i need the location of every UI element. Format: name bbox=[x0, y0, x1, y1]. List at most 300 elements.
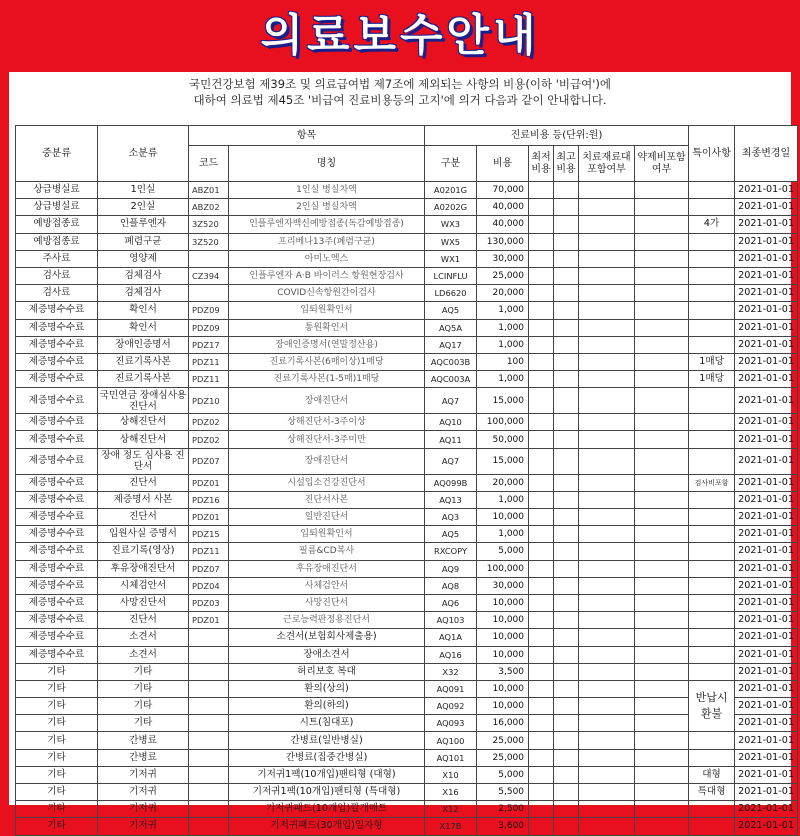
cell-code: PDZ02 bbox=[189, 414, 229, 431]
cell-drug bbox=[635, 319, 689, 336]
cell-material bbox=[579, 371, 635, 388]
cell-major: 제증명수수료 bbox=[16, 474, 98, 491]
cell-gubun: AQ3 bbox=[425, 509, 477, 526]
cell-remark bbox=[689, 414, 735, 431]
cell-updated: 2021-01-01 bbox=[735, 353, 798, 370]
intro-text bbox=[9, 76, 791, 108]
cell-code: PDZ11 bbox=[189, 353, 229, 370]
cell-material bbox=[579, 680, 635, 697]
cell-gubun: AQ5 bbox=[425, 302, 477, 319]
cell-drug bbox=[635, 250, 689, 267]
cell-minor: 간병료 bbox=[98, 749, 189, 766]
table-row bbox=[16, 199, 798, 216]
cell-updated: 2021-01-01 bbox=[735, 431, 798, 448]
cell-gubun: AQ1A bbox=[425, 629, 477, 646]
cell-name: 후유장애진단서 bbox=[229, 560, 425, 577]
cell-material bbox=[579, 698, 635, 715]
header-min-fee: 최저비용 bbox=[529, 146, 554, 182]
cell-material bbox=[579, 594, 635, 611]
page-title: 의료보수안내 bbox=[260, 10, 540, 61]
cell-remark bbox=[689, 233, 735, 250]
cell-code bbox=[189, 629, 229, 646]
cell-remark: 1매당 bbox=[689, 353, 735, 370]
cell-code bbox=[189, 285, 229, 302]
cell-material bbox=[579, 491, 635, 508]
cell-code bbox=[189, 663, 229, 680]
cell-name: 근로능력판정용진단서 bbox=[229, 612, 425, 629]
table-row bbox=[16, 250, 798, 267]
cell-remark bbox=[689, 182, 735, 199]
table-row bbox=[16, 663, 798, 680]
cell-price: 5,000 bbox=[477, 543, 529, 560]
cell-drug bbox=[635, 560, 689, 577]
cell-min-fee bbox=[529, 216, 554, 233]
header-item-group: 항목 bbox=[189, 126, 425, 146]
cell-name: 사망진단서 bbox=[229, 594, 425, 611]
table-row bbox=[16, 766, 798, 783]
cell-code: PDZ01 bbox=[189, 612, 229, 629]
cell-updated: 2021-01-01 bbox=[735, 491, 798, 508]
cell-updated: 2021-01-01 bbox=[735, 448, 798, 474]
cell-major: 제증명수수료 bbox=[16, 509, 98, 526]
cell-max-fee bbox=[554, 474, 579, 491]
cell-price: 2,500 bbox=[477, 801, 529, 818]
cell-major: 제증명수수료 bbox=[16, 629, 98, 646]
cell-minor: 진단서 bbox=[98, 474, 189, 491]
cell-minor: 기저귀 bbox=[98, 766, 189, 783]
cell-min-fee bbox=[529, 543, 554, 560]
table-row bbox=[16, 749, 798, 766]
cell-updated: 2021-01-01 bbox=[735, 577, 798, 594]
cell-minor: 기저귀 bbox=[98, 818, 189, 835]
cell-drug bbox=[635, 388, 689, 414]
cell-drug bbox=[635, 285, 689, 302]
cell-gubun: AQ10 bbox=[425, 414, 477, 431]
cell-price: 15,000 bbox=[477, 448, 529, 474]
table-row bbox=[16, 801, 798, 818]
table-row bbox=[16, 698, 798, 715]
cell-name: 진료기록사본(6매이상)1매당 bbox=[229, 353, 425, 370]
cell-minor: 상해진단서 bbox=[98, 431, 189, 448]
cell-material bbox=[579, 509, 635, 526]
cell-price: 10,000 bbox=[477, 698, 529, 715]
cell-name: 상해진단서-3주이상 bbox=[229, 414, 425, 431]
table-row bbox=[16, 491, 798, 508]
cell-max-fee bbox=[554, 732, 579, 749]
table-body bbox=[16, 182, 798, 836]
cell-drug bbox=[635, 448, 689, 474]
cell-drug bbox=[635, 267, 689, 284]
cell-minor: 기타 bbox=[98, 715, 189, 732]
cell-price: 30,000 bbox=[477, 577, 529, 594]
cell-remark: 1매당 bbox=[689, 371, 735, 388]
table-row bbox=[16, 715, 798, 732]
cell-major: 제증명수수료 bbox=[16, 594, 98, 611]
cell-updated: 2021-01-01 bbox=[735, 784, 798, 801]
cell-remark bbox=[689, 285, 735, 302]
cell-min-fee bbox=[529, 250, 554, 267]
cell-updated: 2021-01-01 bbox=[735, 233, 798, 250]
cell-code: ABZ01 bbox=[189, 182, 229, 199]
table-row bbox=[16, 526, 798, 543]
cell-drug bbox=[635, 414, 689, 431]
cell-min-fee bbox=[529, 698, 554, 715]
cell-name: 기저귀1팩(10개입)팬티형 (특대형) bbox=[229, 784, 425, 801]
cell-material bbox=[579, 612, 635, 629]
cell-max-fee bbox=[554, 594, 579, 611]
cell-gubun: AQ17 bbox=[425, 336, 477, 353]
cell-max-fee bbox=[554, 267, 579, 284]
cell-minor: 기타 bbox=[98, 680, 189, 697]
cell-drug bbox=[635, 663, 689, 680]
cell-max-fee bbox=[554, 526, 579, 543]
cell-gubun: AQC003A bbox=[425, 371, 477, 388]
cell-price: 5,000 bbox=[477, 766, 529, 783]
cell-max-fee bbox=[554, 680, 579, 697]
cell-drug bbox=[635, 543, 689, 560]
cell-drug bbox=[635, 680, 689, 697]
cell-remark bbox=[689, 199, 735, 216]
cell-minor: 영양제 bbox=[98, 250, 189, 267]
cell-price: 50,000 bbox=[477, 431, 529, 448]
cell-major: 제증명수수료 bbox=[16, 577, 98, 594]
cell-updated: 2021-01-01 bbox=[735, 801, 798, 818]
cell-minor: 기저귀 bbox=[98, 784, 189, 801]
cell-updated: 2021-01-01 bbox=[735, 715, 798, 732]
cell-updated: 2021-01-01 bbox=[735, 732, 798, 749]
cell-price: 20,000 bbox=[477, 474, 529, 491]
cell-major: 기타 bbox=[16, 663, 98, 680]
cell-gubun: AQ6 bbox=[425, 594, 477, 611]
cell-price: 1,000 bbox=[477, 319, 529, 336]
cell-minor: 사망진단서 bbox=[98, 594, 189, 611]
cell-code bbox=[189, 680, 229, 697]
cell-minor: 후유장애진단서 bbox=[98, 560, 189, 577]
cell-minor: 기타 bbox=[98, 698, 189, 715]
cell-price: 1,000 bbox=[477, 526, 529, 543]
cell-minor: 기저귀 bbox=[98, 801, 189, 818]
cell-max-fee bbox=[554, 543, 579, 560]
cell-min-fee bbox=[529, 319, 554, 336]
cell-min-fee bbox=[529, 577, 554, 594]
cell-max-fee bbox=[554, 371, 579, 388]
cell-price: 5,500 bbox=[477, 784, 529, 801]
cell-drug bbox=[635, 371, 689, 388]
table-row bbox=[16, 182, 798, 199]
cell-code: CZ394 bbox=[189, 267, 229, 284]
table-row bbox=[16, 577, 798, 594]
cell-max-fee bbox=[554, 285, 579, 302]
cell-gubun: AQC003B bbox=[425, 353, 477, 370]
cell-updated: 2021-01-01 bbox=[735, 749, 798, 766]
cell-minor: 2인실 bbox=[98, 199, 189, 216]
cell-remark bbox=[689, 663, 735, 680]
cell-remark bbox=[689, 448, 735, 474]
cell-material bbox=[579, 353, 635, 370]
cell-min-fee bbox=[529, 491, 554, 508]
cell-material bbox=[579, 749, 635, 766]
cell-min-fee bbox=[529, 715, 554, 732]
cell-name: 상해진단서-3주미만 bbox=[229, 431, 425, 448]
table-row bbox=[16, 336, 798, 353]
cell-minor: 소견서 bbox=[98, 646, 189, 663]
cell-min-fee bbox=[529, 784, 554, 801]
cell-updated: 2021-01-01 bbox=[735, 371, 798, 388]
cell-gubun: AQ5A bbox=[425, 319, 477, 336]
cell-updated: 2021-01-01 bbox=[735, 182, 798, 199]
cell-updated: 2021-01-01 bbox=[735, 560, 798, 577]
cell-min-fee bbox=[529, 594, 554, 611]
cell-major: 제증명수수료 bbox=[16, 526, 98, 543]
cell-gubun: AQ091 bbox=[425, 680, 477, 697]
cell-code bbox=[189, 818, 229, 835]
cell-remark bbox=[689, 818, 735, 835]
cell-material bbox=[579, 784, 635, 801]
cell-name: 일반진단서 bbox=[229, 509, 425, 526]
cell-material bbox=[579, 336, 635, 353]
cell-remark: 대형 bbox=[689, 766, 735, 783]
cell-price: 10,000 bbox=[477, 629, 529, 646]
notice-panel bbox=[9, 72, 794, 832]
cell-updated: 2021-01-01 bbox=[735, 526, 798, 543]
cell-minor: 진료기록사본 bbox=[98, 371, 189, 388]
table-row bbox=[16, 285, 798, 302]
cell-material bbox=[579, 199, 635, 216]
table-row bbox=[16, 233, 798, 250]
cell-gubun: LD6620 bbox=[425, 285, 477, 302]
cell-min-fee bbox=[529, 766, 554, 783]
cell-min-fee bbox=[529, 526, 554, 543]
table-row bbox=[16, 414, 798, 431]
cell-drug bbox=[635, 182, 689, 199]
cell-price: 25,000 bbox=[477, 267, 529, 284]
cell-max-fee bbox=[554, 431, 579, 448]
cell-updated: 2021-01-01 bbox=[735, 302, 798, 319]
cell-price: 16,000 bbox=[477, 715, 529, 732]
cell-code bbox=[189, 715, 229, 732]
cell-material bbox=[579, 431, 635, 448]
header-drug: 약제비포함여부 bbox=[635, 146, 689, 182]
header-fee-group: 진료비용 등(단위:원) bbox=[425, 126, 689, 146]
cell-max-fee bbox=[554, 612, 579, 629]
cell-material bbox=[579, 474, 635, 491]
cell-min-fee bbox=[529, 302, 554, 319]
cell-name: 2인실 병실차액 bbox=[229, 199, 425, 216]
cell-major: 상급병실료 bbox=[16, 182, 98, 199]
cell-remark bbox=[689, 267, 735, 284]
header-updated: 최종변경일 bbox=[735, 126, 798, 182]
fee-table bbox=[15, 125, 798, 836]
cell-minor: 소견서 bbox=[98, 629, 189, 646]
cell-price: 1,000 bbox=[477, 491, 529, 508]
cell-name: 장애진단서 bbox=[229, 388, 425, 414]
cell-max-fee bbox=[554, 749, 579, 766]
cell-minor: 1인실 bbox=[98, 182, 189, 199]
cell-drug bbox=[635, 801, 689, 818]
cell-gubun: AQ16 bbox=[425, 646, 477, 663]
cell-material bbox=[579, 801, 635, 818]
cell-updated: 2021-01-01 bbox=[735, 646, 798, 663]
cell-name: 간병료(집중간병실) bbox=[229, 749, 425, 766]
cell-max-fee bbox=[554, 414, 579, 431]
cell-gubun: X16 bbox=[425, 784, 477, 801]
cell-remark bbox=[689, 319, 735, 336]
cell-name: 소견서(보험회사제출용) bbox=[229, 629, 425, 646]
cell-remark bbox=[689, 732, 735, 749]
cell-max-fee bbox=[554, 319, 579, 336]
cell-remark: 4가 bbox=[689, 216, 735, 233]
cell-major: 제증명수수료 bbox=[16, 319, 98, 336]
cell-max-fee bbox=[554, 216, 579, 233]
cell-remark bbox=[689, 594, 735, 611]
cell-major: 제증명수수료 bbox=[16, 371, 98, 388]
cell-code: PDZ16 bbox=[189, 491, 229, 508]
cell-gubun: LCINFLU bbox=[425, 267, 477, 284]
cell-name: 입퇴원확인서 bbox=[229, 526, 425, 543]
cell-drug bbox=[635, 474, 689, 491]
cell-price: 25,000 bbox=[477, 749, 529, 766]
cell-name: 시설입소건강진단서 bbox=[229, 474, 425, 491]
cell-name: 허리보호 복대 bbox=[229, 663, 425, 680]
cell-material bbox=[579, 715, 635, 732]
cell-max-fee bbox=[554, 766, 579, 783]
cell-major: 예방접종료 bbox=[16, 233, 98, 250]
cell-price: 1,000 bbox=[477, 302, 529, 319]
cell-code bbox=[189, 801, 229, 818]
cell-max-fee bbox=[554, 509, 579, 526]
cell-updated: 2021-01-01 bbox=[735, 414, 798, 431]
table-row bbox=[16, 319, 798, 336]
cell-drug bbox=[635, 431, 689, 448]
table-row bbox=[16, 543, 798, 560]
cell-updated: 2021-01-01 bbox=[735, 663, 798, 680]
cell-minor: 확인서 bbox=[98, 319, 189, 336]
cell-price: 100 bbox=[477, 353, 529, 370]
cell-name: 장애소견서 bbox=[229, 646, 425, 663]
cell-price: 1,000 bbox=[477, 371, 529, 388]
cell-name: 장애진단서 bbox=[229, 448, 425, 474]
cell-material bbox=[579, 233, 635, 250]
header-gubun: 구분 bbox=[425, 146, 477, 182]
cell-code: PDZ15 bbox=[189, 526, 229, 543]
cell-name: 통원확인서 bbox=[229, 319, 425, 336]
cell-major: 기타 bbox=[16, 732, 98, 749]
cell-price: 10,000 bbox=[477, 680, 529, 697]
cell-name: 진료기록사본(1-5매)1매당 bbox=[229, 371, 425, 388]
header-minor: 소분류 bbox=[98, 126, 189, 182]
cell-updated: 2021-01-01 bbox=[735, 474, 798, 491]
cell-major: 기타 bbox=[16, 784, 98, 801]
cell-price: 20,000 bbox=[477, 285, 529, 302]
cell-gubun: AQ092 bbox=[425, 698, 477, 715]
cell-min-fee bbox=[529, 749, 554, 766]
header-major: 중분류 bbox=[16, 126, 98, 182]
cell-remark bbox=[689, 336, 735, 353]
table-row bbox=[16, 371, 798, 388]
cell-material bbox=[579, 577, 635, 594]
cell-gubun: AQ11 bbox=[425, 431, 477, 448]
cell-minor: 제증명서 사본 bbox=[98, 491, 189, 508]
cell-name: 필름&CD복사 bbox=[229, 543, 425, 560]
cell-material bbox=[579, 526, 635, 543]
cell-gubun: A0202G bbox=[425, 199, 477, 216]
cell-code: PDZ01 bbox=[189, 474, 229, 491]
cell-code bbox=[189, 766, 229, 783]
cell-minor: 검체검사 bbox=[98, 285, 189, 302]
cell-major: 기타 bbox=[16, 766, 98, 783]
cell-major: 제증명수수료 bbox=[16, 646, 98, 663]
cell-min-fee bbox=[529, 448, 554, 474]
cell-minor: 국민연금 장애심사용진단서 bbox=[98, 388, 189, 414]
cell-name: 장애인증명서(연말정산용) bbox=[229, 336, 425, 353]
cell-material bbox=[579, 543, 635, 560]
cell-code: PDZ11 bbox=[189, 371, 229, 388]
cell-minor: 진료기록사본 bbox=[98, 353, 189, 370]
cell-min-fee bbox=[529, 732, 554, 749]
cell-min-fee bbox=[529, 414, 554, 431]
cell-price: 3,500 bbox=[477, 663, 529, 680]
cell-min-fee bbox=[529, 199, 554, 216]
table-row bbox=[16, 216, 798, 233]
cell-max-fee bbox=[554, 448, 579, 474]
cell-material bbox=[579, 766, 635, 783]
cell-updated: 2021-01-01 bbox=[735, 629, 798, 646]
table-row bbox=[16, 612, 798, 629]
cell-gubun: AQ101 bbox=[425, 749, 477, 766]
cell-code: PDZ03 bbox=[189, 594, 229, 611]
cell-price: 15,000 bbox=[477, 388, 529, 414]
cell-max-fee bbox=[554, 353, 579, 370]
table-row bbox=[16, 680, 798, 697]
cell-remark bbox=[689, 749, 735, 766]
cell-max-fee bbox=[554, 784, 579, 801]
cell-min-fee bbox=[529, 285, 554, 302]
cell-name: 환의(하의) bbox=[229, 698, 425, 715]
table-row bbox=[16, 302, 798, 319]
cell-remark bbox=[689, 629, 735, 646]
cell-remark bbox=[689, 302, 735, 319]
table-row bbox=[16, 732, 798, 749]
cell-updated: 2021-01-01 bbox=[735, 285, 798, 302]
cell-name: 인플루엔자 A·B 바이러스 항원현장검사 bbox=[229, 267, 425, 284]
cell-max-fee bbox=[554, 715, 579, 732]
cell-code: PDZ01 bbox=[189, 509, 229, 526]
cell-drug bbox=[635, 646, 689, 663]
cell-gubun: AQ103 bbox=[425, 612, 477, 629]
table-row bbox=[16, 784, 798, 801]
cell-minor: 폐렴구균 bbox=[98, 233, 189, 250]
cell-updated: 2021-01-01 bbox=[735, 388, 798, 414]
cell-major: 기타 bbox=[16, 698, 98, 715]
cell-price: 10,000 bbox=[477, 646, 529, 663]
cell-remark bbox=[689, 560, 735, 577]
header-max-fee: 최고비용 bbox=[554, 146, 579, 182]
cell-min-fee bbox=[529, 646, 554, 663]
cell-min-fee bbox=[529, 267, 554, 284]
cell-name: 인플루엔자백신예방접종(독감예방접종) bbox=[229, 216, 425, 233]
cell-major: 제증명수수료 bbox=[16, 491, 98, 508]
cell-remark bbox=[689, 646, 735, 663]
cell-max-fee bbox=[554, 646, 579, 663]
table-row bbox=[16, 818, 798, 835]
cell-material bbox=[579, 250, 635, 267]
cell-updated: 2021-01-01 bbox=[735, 199, 798, 216]
cell-code bbox=[189, 732, 229, 749]
cell-remark: 검사비포함 bbox=[689, 474, 735, 491]
cell-price: 40,000 bbox=[477, 216, 529, 233]
table-row bbox=[16, 509, 798, 526]
cell-price: 40,000 bbox=[477, 199, 529, 216]
